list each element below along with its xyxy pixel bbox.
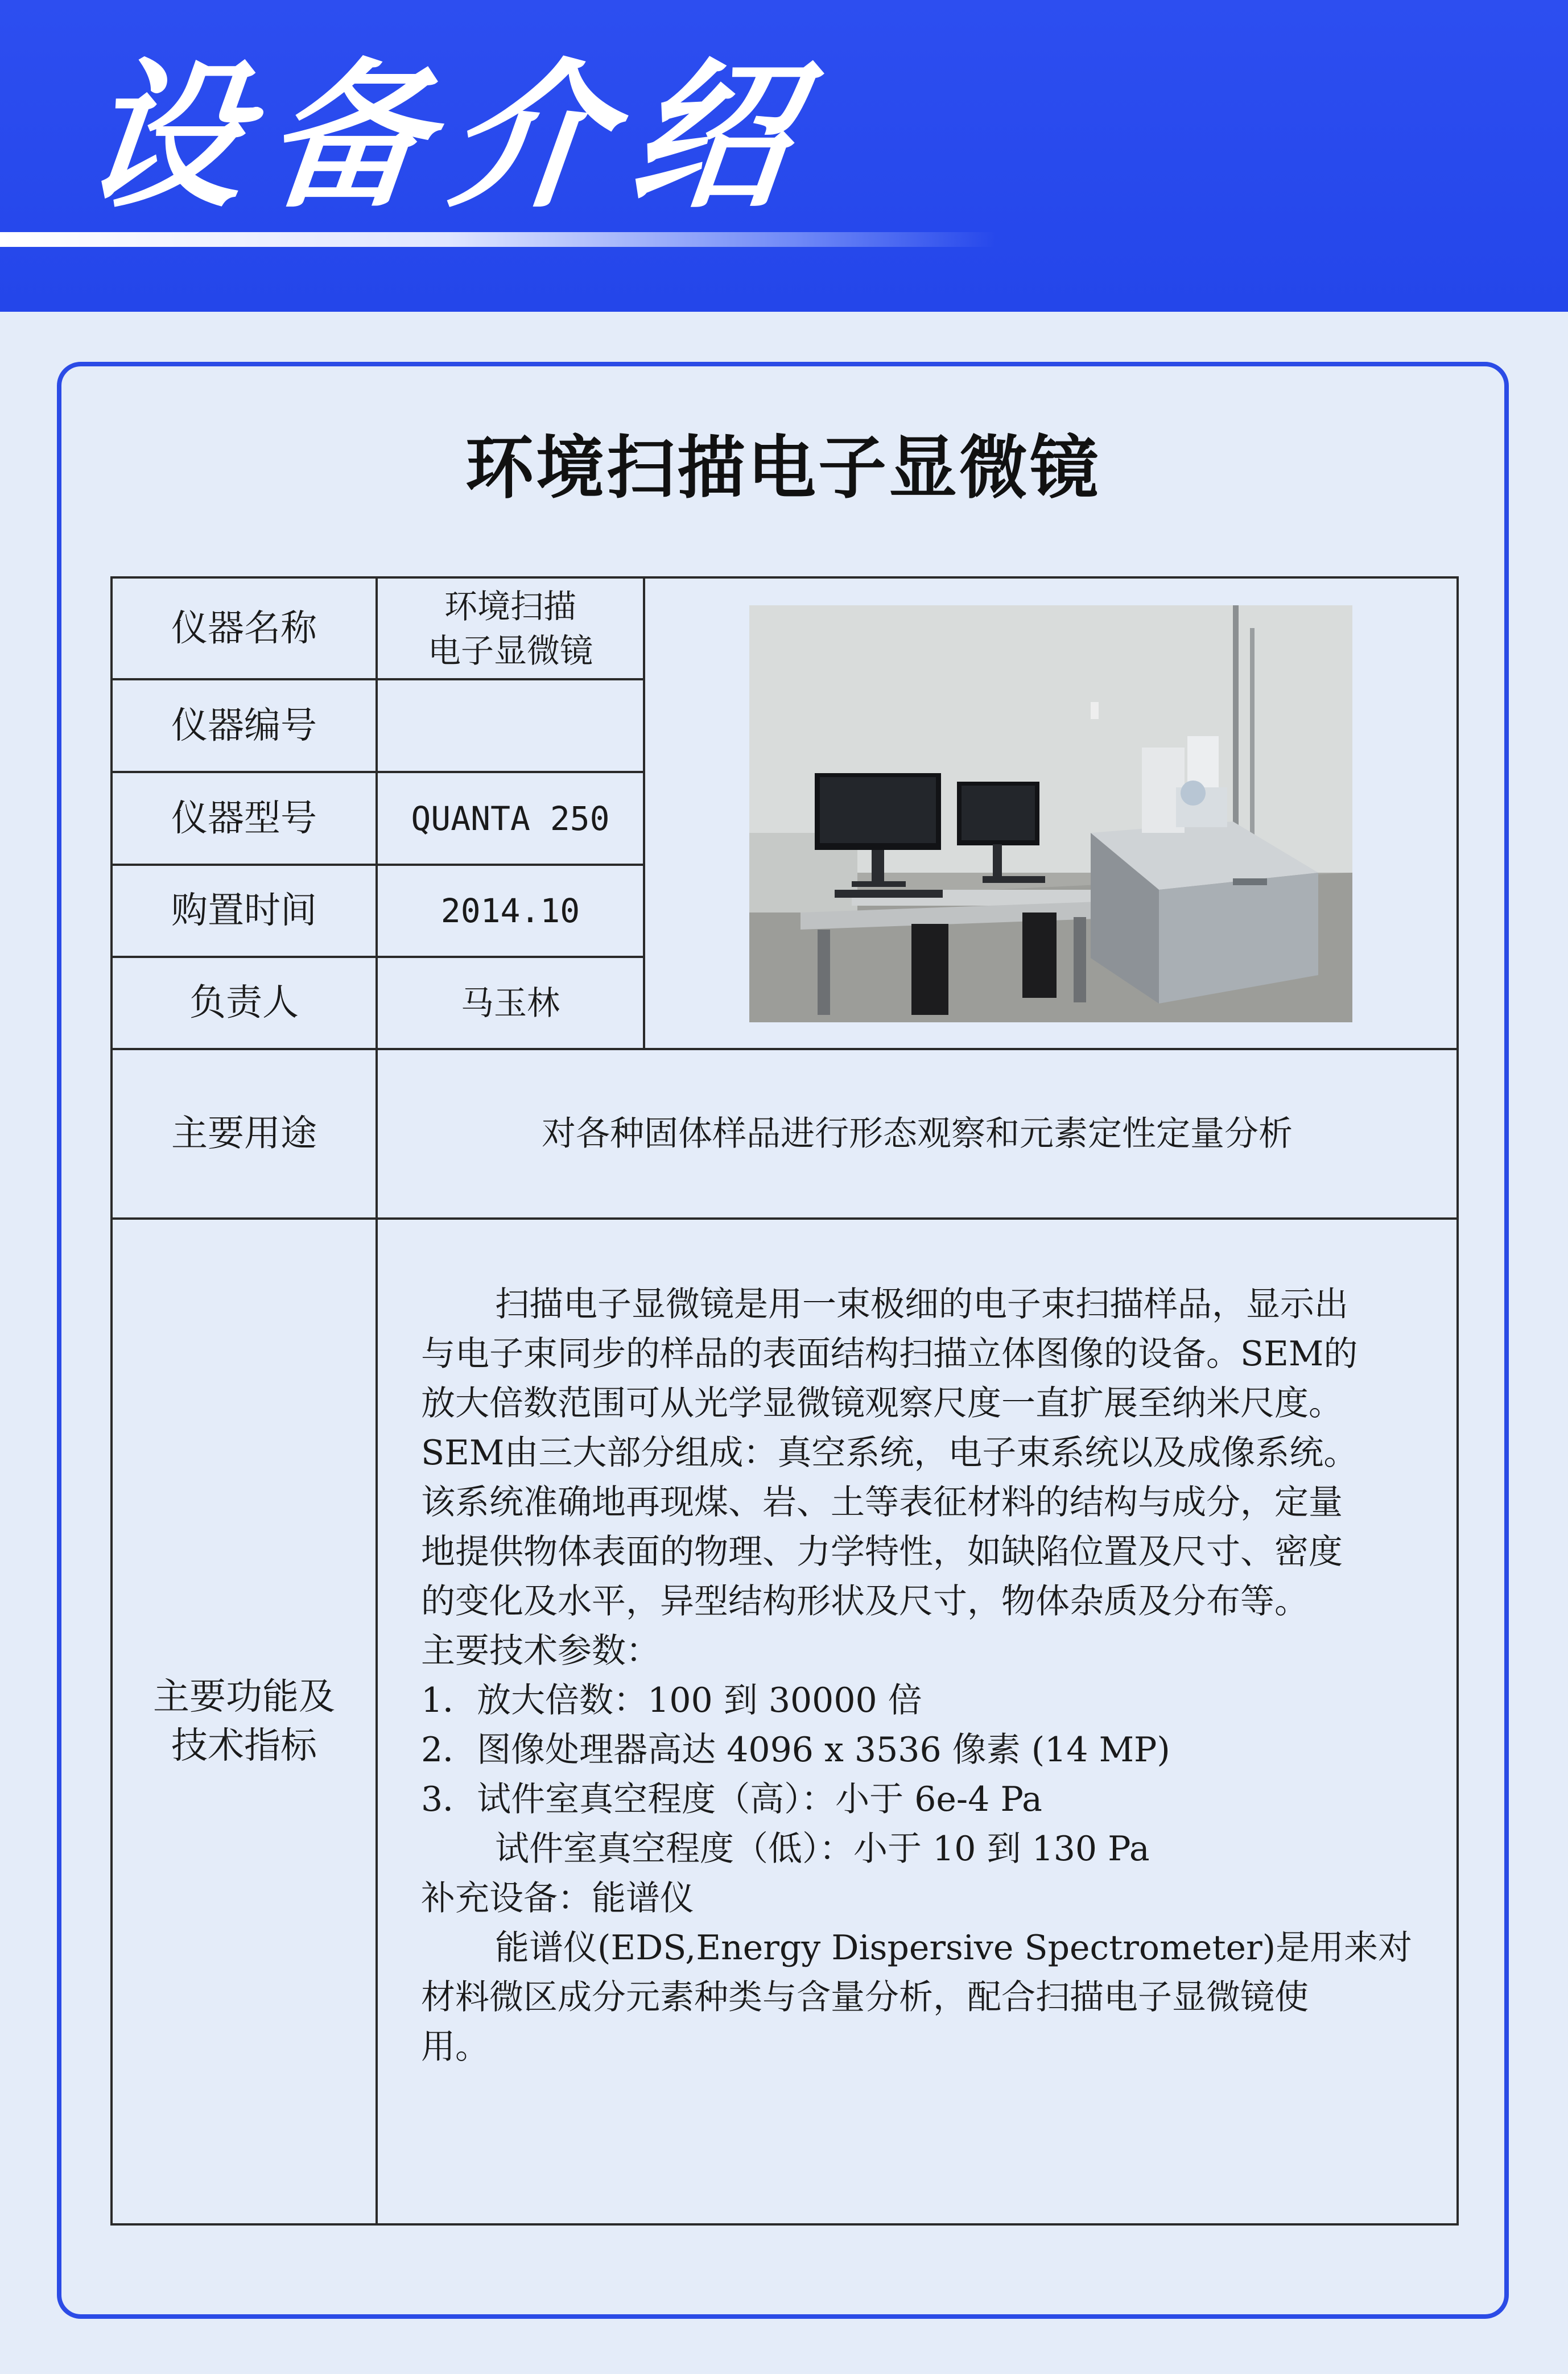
- value-name-line: 环境扫描: [444, 587, 576, 626]
- description-line: 与电子束同步的样品的表面结构扫描立体图像的设备。SEM的: [421, 1334, 1358, 1374]
- header-light-streak: [0, 232, 996, 247]
- value-purchase-time: 2014.10: [440, 891, 580, 930]
- label-function: [113, 1220, 376, 2223]
- description-line: 2．图像处理器高达 4096 x 3536 像素 (14 MP): [421, 1730, 1170, 1770]
- header-banner: [0, 0, 1568, 312]
- equipment-title: 环境扫描电子显微镜: [465, 429, 1100, 508]
- description-line: 主要技术参数：: [421, 1631, 660, 1671]
- label-model: 仪器型号: [171, 797, 317, 840]
- table-line: [110, 2223, 1459, 2226]
- description-line: 补充设备：能谱仪: [421, 1878, 694, 1918]
- label-usage: 主要用途: [171, 1113, 317, 1155]
- description-line: SEM由三大部分组成：真空系统，电子束系统以及成像系统。: [421, 1433, 1358, 1473]
- equipment-photo: [749, 605, 1352, 1022]
- description-line: 3．试件室真空程度（高）：小于 6e-4 Pa: [421, 1780, 1042, 1819]
- label-owner: 负责人: [189, 982, 299, 1024]
- table-line: [643, 576, 645, 1050]
- header-title: 设备介绍: [75, 43, 824, 230]
- description-line: 地提供物体表面的物理、力学特性，如缺陷位置及尺寸、密度: [421, 1532, 1343, 1572]
- description-line: 的变化及水平，异型结构形状及尺寸，物体杂质及分布等。: [421, 1582, 1309, 1621]
- value-model: QUANTA 250: [411, 799, 610, 838]
- value-name-line: 电子显微镜: [427, 631, 593, 670]
- value-usage: 对各种固体样品进行形态观察和元素定性定量分析: [542, 1114, 1293, 1154]
- value-name: [378, 579, 643, 678]
- description-line: 扫描电子显微镜是用一束极细的电子束扫描样品，显示出: [495, 1285, 1348, 1324]
- table-line: [1456, 576, 1459, 2226]
- description-line: 1．放大倍数：100 到 30000 倍: [421, 1681, 922, 1720]
- value-owner: 马玉林: [460, 984, 560, 1022]
- description-line: 该系统准确地再现煤、岩、土等表征材料的结构与成分，定量: [421, 1483, 1343, 1522]
- label-function-line: 技术指标: [171, 1725, 317, 1767]
- sem-lab-illustration: [749, 605, 1352, 1022]
- description-line: 放大倍数范围可从光学显微镜观察尺度一直扩展至纳米尺度。: [421, 1384, 1343, 1423]
- description-line: 能谱仪(EDS,Energy Dispersive Spectrometer)是用来对: [495, 1928, 1413, 1968]
- value-number: [378, 680, 643, 771]
- label-name: 仪器名称: [171, 607, 317, 650]
- description-line: 试件室真空程度（低）：小于 10 到 130 Pa: [495, 1829, 1150, 1869]
- description-line: 用。: [421, 2027, 489, 2067]
- function-description: [421, 1280, 1422, 2072]
- label-number: 仪器编号: [171, 704, 317, 747]
- description-line: 材料微区成分元素种类与含量分析，配合扫描电子显微镜使: [421, 1977, 1309, 2017]
- label-function-line: 主要功能及: [153, 1676, 335, 1718]
- label-purchase-time: 购置时间: [171, 890, 317, 932]
